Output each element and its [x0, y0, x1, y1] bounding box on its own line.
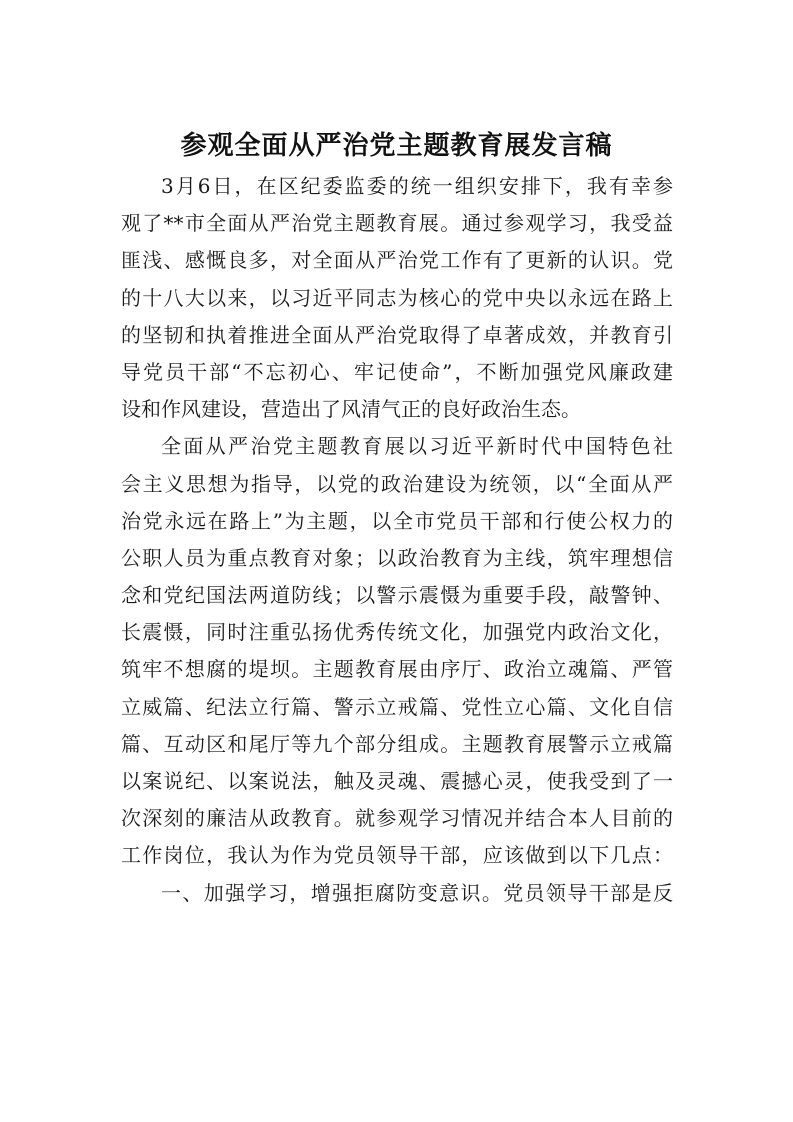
paragraph-1-line-2: 观了**市全面从严治党主题教育展。通过参观学习，我受益	[121, 211, 673, 236]
paragraph-2-line-8: 立威篇、纪法立行篇、警示立戒篇、党性立心篇、文化自信	[121, 694, 673, 719]
paragraph-2-line-12: 工作岗位，我认为作为党员领导干部，应该做到以下几点：	[121, 843, 673, 868]
paragraph-2-line-7: 筑牢不想腐的堤坝。主题教育展由序厅、政治立魂篇、严管	[121, 657, 673, 682]
paragraph-2-line-2: 会主义思想为指导，以党的政治建设为统领，以“全面从严	[121, 471, 673, 496]
paragraph-2-line-9: 篇、互动区和尾厅等九个部分组成。主题教育展警示立戒篇	[121, 731, 673, 756]
paragraph-2-line-1: 全面从严治党主题教育展以习近平新时代中国特色社	[161, 434, 673, 459]
paragraph-2-line-5: 念和党纪国法两道防线；以警示震慑为重要手段，敲警钟、	[121, 583, 673, 608]
paragraph-1-line-3: 匪浅、感慨良多，对全面从严治党工作有了更新的认识。党	[121, 248, 673, 273]
paragraph-1-line-4: 的十八大以来，以习近平同志为核心的党中央以永远在路上	[121, 285, 673, 310]
document-body	[121, 168, 673, 912]
paragraph-1-line-7: 设和作风建设，营造出了风清气正的良好政治生态。	[121, 397, 581, 422]
paragraph-1-line-1: 3月6日，在区纪委监委的统一组织安排下，我有幸参	[161, 174, 673, 198]
paragraph-2-line-4: 公职人员为重点教育对象；以政治教育为主线，筑牢理想信	[121, 545, 673, 570]
paragraph-3-line-1: 一、加强学习，增强拒腐防变意识。党员领导干部是反	[161, 880, 673, 905]
paragraph-2-line-6: 长震慑，同时注重弘扬优秀传统文化，加强党内政治文化，	[121, 620, 673, 645]
paragraph-2-line-3: 治党永远在路上”为主题，以全市党员干部和行使公权力的	[121, 508, 673, 533]
paragraph-1-line-5: 的坚韧和执着推进全面从严治党取得了卓著成效，并教育引	[121, 322, 673, 347]
paragraph-2-line-11: 次深刻的廉洁从政教育。就参观学习情况并结合本人目前的	[121, 806, 673, 831]
paragraph-2-line-10: 以案说纪、以案说法，触及灵魂、震撼心灵，使我受到了一	[121, 769, 673, 793]
paragraph-1-line-6: 导党员干部“不忘初心、牢记使命”，不断加强党风廉政建	[121, 359, 673, 384]
document-title: 参观全面从严治党主题教育展发言稿	[180, 131, 613, 161]
